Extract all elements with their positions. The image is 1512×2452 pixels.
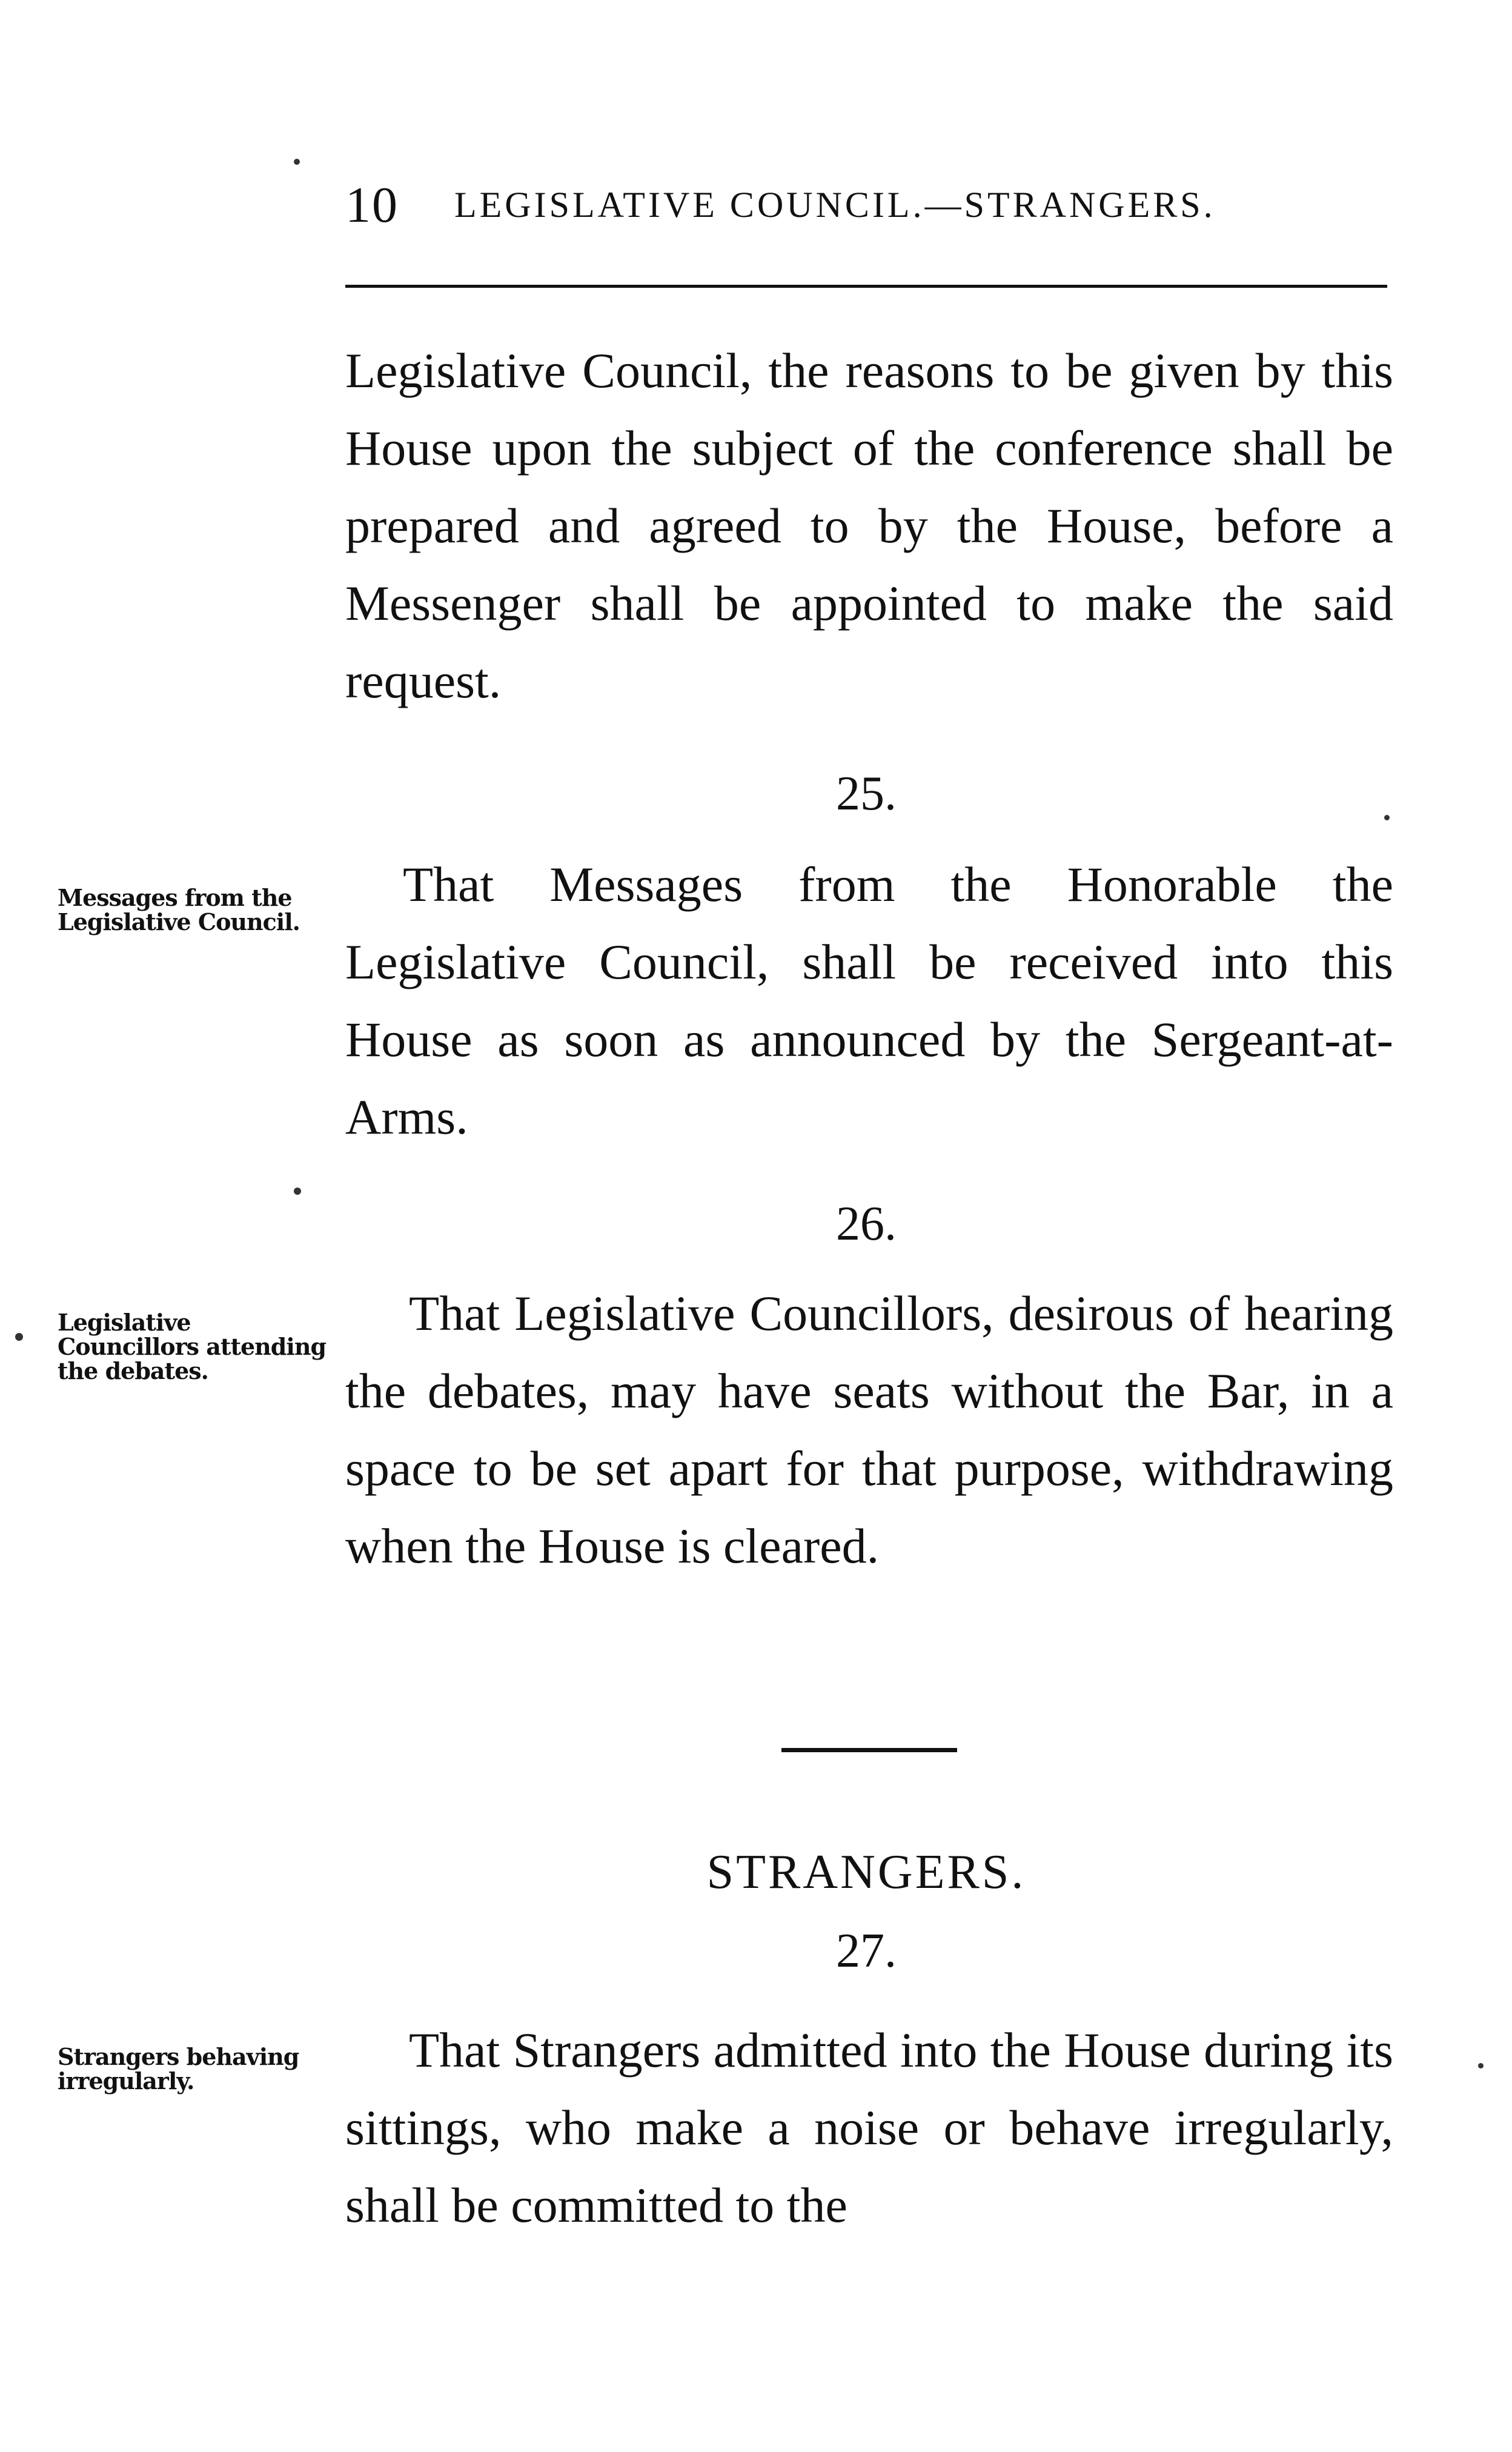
sidenote-strangers-behaving: Strangers behaving irregularly. <box>58 2043 299 2095</box>
rule-number-26: 26. <box>836 1197 897 1251</box>
page-number: 10 <box>345 177 399 233</box>
scan-speck <box>294 1188 301 1195</box>
continued-paragraph: Legislative Council, the reasons to be given by this House upon the subject of the conference shall be prepared and agreed to by the House, before a Messenger shall be appointed to make the said request. <box>345 343 1393 708</box>
section-title: STRANGERS. <box>706 1846 1026 1899</box>
scan-speck <box>1478 2063 1484 2068</box>
running-title: LEGISLATIVE COUNCIL.—STRANGERS. <box>454 185 1216 225</box>
scan-speck <box>1384 815 1390 820</box>
sidenote-messages-from-council: Messages from the Legislative Council. <box>58 884 300 935</box>
rule-number-27: 27. <box>836 1924 897 1978</box>
rule-27-text: That Strangers admitted into the House during its sittings, who make a noise or behave irregularly, shall be committed to the <box>345 2022 1393 2233</box>
scan-speck <box>15 1333 23 1341</box>
rule-26-text: That Legislative Councillors, desirous of hearing the debates, may have seats without the Bar, in a space to be set apart for that purpose, withdrawing when the House is cleared. <box>345 1286 1393 1573</box>
rule-25-text: That Messages from the Honorable the Legislative Council, shall be received into this House as soon as announced by the Sergeant-at-Arms. <box>345 857 1393 1145</box>
header-rule <box>345 285 1387 288</box>
rule-number-25: 25. <box>836 767 897 820</box>
section-divider <box>781 1748 957 1752</box>
sidenote-councillors-attending: Legislative Councillors attending the debates. <box>58 1309 327 1384</box>
scan-speck <box>294 159 300 165</box>
running-head <box>345 176 1375 233</box>
